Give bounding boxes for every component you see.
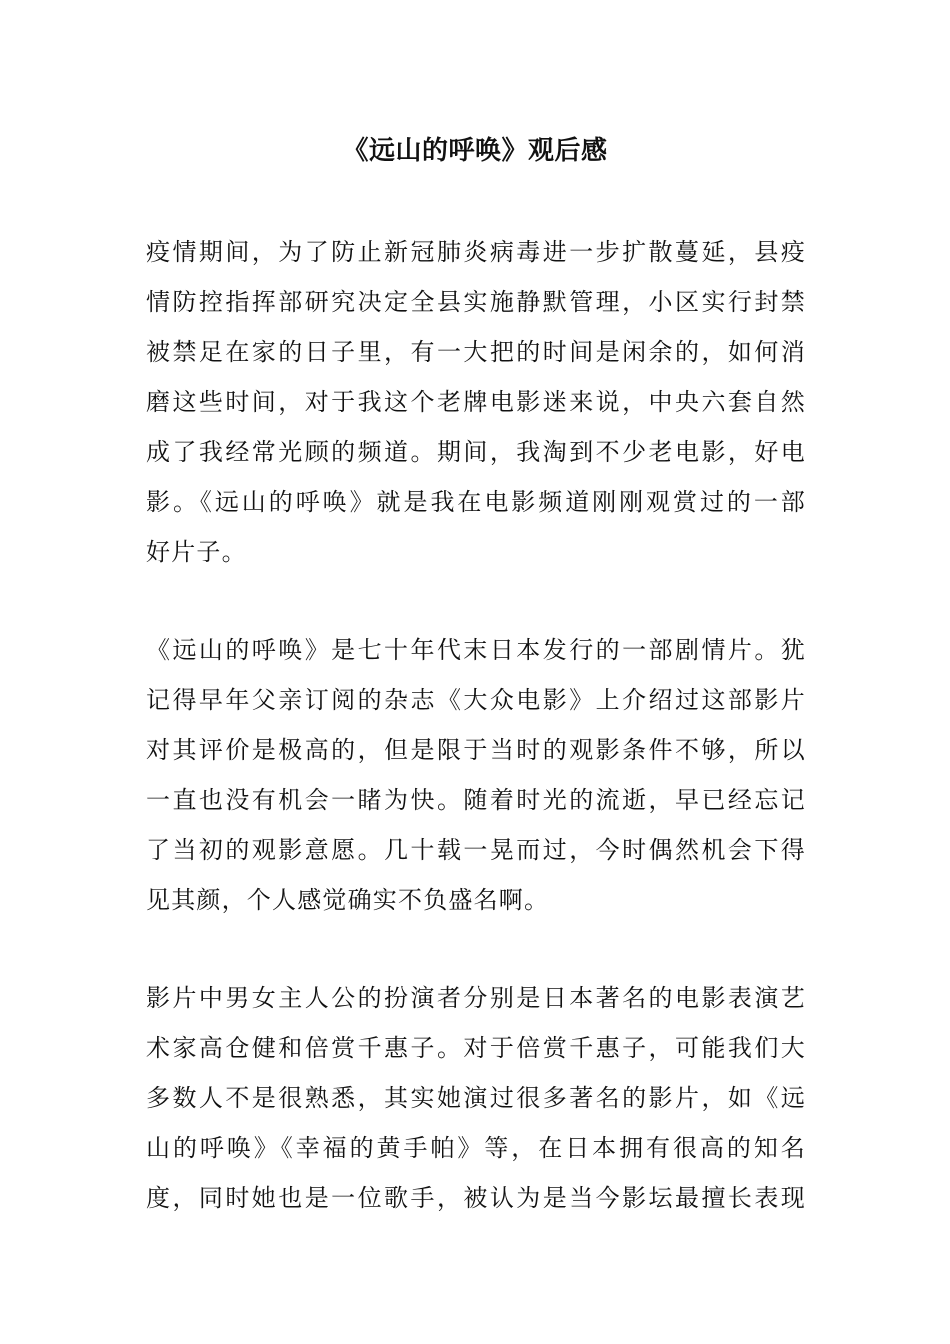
text-line: 术家高仓健和倍赏千惠子。对于倍赏千惠子，可能我们大 bbox=[146, 1034, 806, 1062]
paragraph-3 bbox=[146, 973, 806, 1223]
document-body bbox=[146, 227, 806, 1271]
paragraph-1 bbox=[146, 227, 806, 577]
text-line: 对其评价是极高的，但是限于当时的观影条件不够，所以 bbox=[146, 736, 806, 764]
text-line: 一直也没有机会一睹为快。随着时光的流逝，早已经忘记 bbox=[146, 786, 806, 814]
text-line: 度，同时她也是一位歌手，被认为是当今影坛最擅长表现 bbox=[146, 1184, 806, 1212]
text-line: 了当初的观影意愿。几十载一晃而过，今时偶然机会下得 bbox=[146, 836, 806, 864]
text-line: 记得早年父亲订阅的杂志《大众电影》上介绍过这部影片 bbox=[146, 686, 806, 714]
text-line: 影片中男女主人公的扮演者分别是日本著名的电影表演艺 bbox=[146, 984, 806, 1012]
text-line: 疫情期间，为了防止新冠肺炎病毒进一步扩散蔓延，县疫 bbox=[146, 238, 806, 266]
document-title: 《远山的呼唤》观后感 bbox=[342, 136, 608, 166]
text-line: 《远山的呼唤》是七十年代末日本发行的一部剧情片。犹 bbox=[146, 636, 806, 664]
text-line: 成了我经常光顾的频道。期间，我淘到不少老电影，好电 bbox=[146, 438, 806, 466]
text-line: 磨这些时间，对于我这个老牌电影迷来说，中央六套自然 bbox=[146, 388, 806, 416]
text-line: 好片子。 bbox=[146, 538, 247, 566]
paragraph-2 bbox=[146, 625, 806, 925]
text-line: 影。《远山的呼唤》就是我在电影频道刚刚观赏过的一部 bbox=[146, 488, 806, 516]
text-line: 被禁足在家的日子里，有一大把的时间是闲余的，如何消 bbox=[146, 338, 806, 366]
text-line: 山的呼唤》《幸福的黄手帕》等，在日本拥有很高的知名 bbox=[146, 1134, 806, 1162]
text-line: 情防控指挥部研究决定全县实施静默管理，小区实行封禁 bbox=[146, 288, 806, 316]
text-line: 见其颜，个人感觉确实不负盛名啊。 bbox=[146, 886, 550, 914]
text-line: 多数人不是很熟悉，其实她演过很多著名的影片，如《远 bbox=[146, 1084, 806, 1112]
